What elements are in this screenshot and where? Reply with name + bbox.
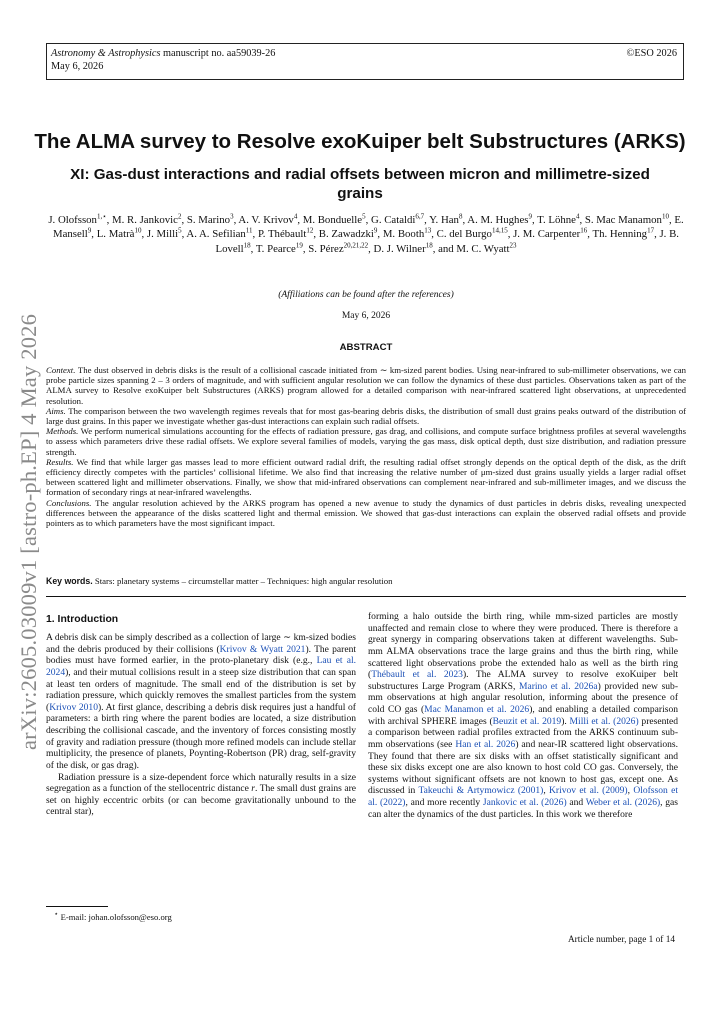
- author-name: S. Mac Manamon: [584, 214, 662, 226]
- footnote-divider: [46, 906, 108, 907]
- citation-link[interactable]: Krivov 2010: [49, 701, 98, 713]
- author-name: M. C. Wyatt: [456, 242, 510, 255]
- journal-name: Astronomy & Astrophysics: [51, 48, 161, 59]
- abstract-heading: ABSTRACT: [339, 342, 393, 353]
- author-affiliation-mark: 20,21,22: [343, 241, 369, 249]
- abstract-results: Results. We find that while larger gas masses lead to more efficient outward radial drift, the resulting radial offset strongly depends on the optical depth of the disk, as the drift efficiency directly competes with the particles’ collisional lifetime. We also find that increasing the relative number of μm-sized dust grains usually yields a larger radial offset between scattered light and millimeter observations. Finally, we show that mid-infrared observations can complement near-infrared and sub-millimeter images, and we discuss the formation of secondary rings at near-infrared wavelengths.: [46, 456, 686, 498]
- paper-date: May 6, 2026: [341, 311, 391, 321]
- author-affiliation-mark: 1,⋆: [96, 212, 107, 221]
- author-name: M. R. Jankovic: [112, 214, 178, 226]
- author-affiliation-mark: 19: [295, 241, 303, 249]
- author-name: J. B. Lovell: [215, 228, 679, 255]
- author-name: M. Booth: [382, 228, 425, 241]
- author-affiliation-mark: 4: [575, 212, 580, 221]
- footnote-email: E-mail: johan.olofsson@eso.org: [60, 911, 172, 922]
- author-name: A. V. Krivov: [238, 214, 294, 226]
- author-affiliation-mark: 23: [509, 241, 517, 249]
- author-name: C. del Burgo: [436, 228, 492, 241]
- author-affiliation-mark: 18: [425, 241, 433, 249]
- author-name: L. Matrà: [96, 228, 135, 241]
- citation-link[interactable]: Krivov & Wyatt 2021: [219, 643, 306, 655]
- citation-link[interactable]: Mac Manamon et al. 2026: [424, 704, 530, 715]
- citation-link[interactable]: Lau et al. 2024: [46, 655, 356, 678]
- author-name: A. M. Hughes: [467, 214, 529, 226]
- citation-link[interactable]: Thébault et al. 2023: [371, 669, 463, 681]
- section-heading-introduction: 1. Introduction: [46, 614, 119, 625]
- citation-link[interactable]: Han et al. 2026: [455, 738, 516, 750]
- author-affiliation-mark: 14,15: [491, 226, 508, 235]
- citation-link[interactable]: Olofsson et al. (2022): [368, 785, 678, 808]
- intro-paragraph-1: A debris disk can be simply described as a collection of large ∼ km-sized bodies and the debris produced by their collisions (Krivov & Wyatt 2021). The parent bodies must have formed earlier, in the proto-planetary disk (e.g., Lau et al. 2024), and their mutual collisions result in a steep size distribution that can span at least ten orders of magnitude. The small end of the distribution is set by radiation pressure, which quickly removes the smallest particles from the system (Krivov 2010). At first glance, describing a debris disk requires just a handful of parameters: a birth ring where the parent bodies are located, a size distribution describing the collisional cascade, and the inventory of forces consisting mostly of gravity and radiation pressure (though more refined models can include stellar multiplicity, the presence of planets, Poynting-Robertson (PR) drag, self-gravity of the disk, or gas drag).: [46, 632, 356, 771]
- author-name: J. Olofsson: [48, 214, 97, 226]
- arxiv-stamp: [16, 290, 46, 750]
- intro-paragraph-2: Radiation pressure is a size-dependent force which naturally results in a size segregation as a function of the stellocentric distance r. The small dust grains are set on highly eccentric orbits (or can become gravitationally unbound to the central star),: [46, 771, 356, 818]
- citation-link[interactable]: Beuzit et al. 2019: [492, 715, 562, 727]
- author-affiliation-mark: 8: [458, 212, 463, 221]
- author-affiliation-mark: 6,7: [415, 212, 425, 221]
- arxiv-identifier: arXiv:2605.03009v1 [astro-ph.EP] 4 May 2026: [16, 313, 41, 750]
- author-affiliation-mark: 18: [243, 241, 251, 249]
- intro-paragraph-3: forming a halo outside the birth ring, while mm-sized particles are mostly unaffected and remain close to where they were produced. There is therefore a great synergy in comparing observations taken at different wavelengths. Sub-mm ALMA observations trace the large grains and thus the birth ring, while scattered light observations probe the extended halo as well as the birth ring (Thébault et al. 2023). The ALMA survey to resolve exoKuiper belt substructures Large Program (ARKS, Marino et al. 2026a) provided new sub-mm observations at high angular resolution, informing about the presence of cold CO gas (Mac Manamon et al. 2026), and enabling a detailed comparison with archival SPHERE images (Beuzit et al. 2019). Milli et al. (2026) presented a comparison between radial profiles extracted from the ARKS continuum sub-mm observations (see Han et al. 2026) and near-IR scattered light observations. They found that there are six disks with an offset statistically significant and these six disks except one are also known to host cold CO gas. Conversely, the systems without significant offsets are not known to host gas, except one. As discussed in Takeuchi & Artymowicz (2001), Krivov et al. (2009), Olofsson et al. (2022), and more recently Jankovic et al. (2026) and Weber et al. (2026), gas can alter the dynamics of the dust particles. In this work we therefore: [368, 611, 679, 820]
- citation-link[interactable]: Marino et al. 2026a: [519, 680, 598, 692]
- author-affiliation-mark: 9: [528, 212, 532, 221]
- author-name: D. J. Wilner: [373, 242, 426, 255]
- author-name: A. A. Sefilian: [186, 228, 246, 241]
- author-affiliation-mark: 16: [580, 226, 588, 235]
- author-affiliation-mark: 10: [134, 226, 142, 235]
- citation-link[interactable]: Krivov et al. (2009): [549, 785, 628, 797]
- citation-link[interactable]: Takeuchi & Artymowicz (2001): [418, 785, 544, 797]
- abstract: [46, 365, 686, 528]
- author-affiliation-mark: 17: [647, 226, 655, 235]
- citation-link[interactable]: Weber et al. (2026): [585, 797, 661, 808]
- author-name: J. Milli: [146, 228, 179, 241]
- author-affiliation-mark: 12: [306, 226, 314, 235]
- header-date: May 6, 2026: [51, 61, 104, 72]
- abstract-conclusions: Conclusions. The angular resolution achieved by the ARKS program has opened a new avenue to study the dynamics of dust particles in debris disks, revealing unexpected differences between the appearance of the disks scattered light and thermal emission. We showed that gas-dust interactions can explain the observed radial offsets and provide pointers as to which parameters have the most significant impact.: [46, 497, 686, 529]
- abstract-methods: Methods. We perform numerical simulations accounting for the effects of radiation pressure, gas drag, and collisions, and compute surface brightness profiles at several wavelengths to assess which parameters drive these radial offsets. We explore several families of models, varying the gas mass, disk optical depth, dust size distribution, and radiation pressure strength.: [46, 426, 687, 457]
- manuscript-number: manuscript no. aa59039-26: [163, 48, 276, 59]
- author-name: S. Pérez: [308, 242, 344, 255]
- author-name: S. Marino: [186, 214, 231, 226]
- abstract-divider: [46, 596, 686, 597]
- left-column: [46, 632, 356, 818]
- author-affiliation-mark: 2: [177, 212, 182, 221]
- abstract-aims: Aims. The comparison between the two wavelength regimes reveals that for most gas-bearing debris disks, the distribution of small dust grains peaks outward of the distribution of large dust grains. In this paper we investigate whether gas-dust interactions can explain such radial offsets.: [46, 405, 686, 427]
- keywords: Key words. Stars: planetary systems – circumstellar matter – Techniques: high angular resolution: [46, 576, 393, 586]
- author-affiliation-mark: 9: [373, 226, 378, 235]
- author-name: Th. Henning: [592, 228, 648, 241]
- author-affiliation-mark: 13: [424, 226, 432, 235]
- abstract-context: Context. The dust observed in debris disks is the result of a collisional cascade initiated from ∼ km-sized parent bodies. Using near-infrared to sub-millimeter observations, we can probe particle sizes spanning 2 – 3 orders of magnitude, and with sufficient angular resolution we can follow the dynamics of these dust particles. Observations taken as part of the ALMA survey to Resolve exoKuiper belt Substructures (ARKS) program allowed for a detailed comparison with near-infrared scattered light observations, at unprecedented resolution.: [46, 365, 687, 406]
- author-name: J. M. Carpenter: [513, 228, 581, 241]
- author-name: T. Pearce: [255, 242, 296, 255]
- author-affiliation-mark: 3: [230, 212, 234, 221]
- right-column: [368, 611, 678, 820]
- paper-subtitle: XI: Gas-dust interactions and radial offsets between micron and millimetre-sized grains: [70, 166, 650, 202]
- footnote: ⋆ E-mail: johan.olofsson@eso.org: [54, 910, 172, 922]
- author-name: T. Löhne: [537, 214, 576, 226]
- author-affiliation-mark: 11: [245, 226, 253, 235]
- journal-header: [46, 43, 684, 80]
- page-footer: Article number, page 1 of 14: [567, 935, 675, 945]
- author-name: E. Mansell: [53, 214, 684, 241]
- author-name: Y. Han: [429, 214, 459, 226]
- author-name: P. Thébault: [257, 228, 307, 241]
- math-variable: r: [251, 783, 256, 795]
- author-affiliation-mark: 5: [362, 212, 366, 221]
- author-list: J. Olofsson$^{1,⋆}$, M. R. Jankovic$^2$, S. Marino$^3$, A. V. Krivov$^4$, M. Bonduelle$^5$, G. Cataldi$^{6,7}$, Y. Han$^8$, A. M. Hughes$^9$, T. Löhne$^4$, S. Mac Manamon$^{10}$, E. Mansell$^9$, L. Matrà$^{10}$, J. Milli$^5$, A. A. Sefilian$^{11}$, P. Thébault$^{12}$, B. Zawadzki$^9$, M. Booth$^{13}$, C. del Burgo$^{14,15}$, J. M. Carpenter$^{16}$, Th. Henning$^{17}$, J. B. Lovell$^{18}$, T. Pearce$^{19}$, S. Pérez$^{20,21,22}$, D. J. Wilner$^{18}$, and M. C. Wyatt$^{23}$: [48, 212, 684, 255]
- citation-link[interactable]: Milli et al. (2026): [569, 715, 639, 727]
- copyright: ©ESO 2026: [626, 48, 677, 59]
- author-name: M. Bonduelle: [302, 214, 363, 226]
- author-affiliation-mark: 10: [661, 212, 669, 221]
- affiliations-note: (Affiliations can be found after the references): [278, 290, 454, 300]
- author-affiliation-mark: 5: [178, 226, 182, 235]
- citation-link[interactable]: Jankovic et al. (2026): [482, 797, 567, 808]
- author-affiliation-mark: 4: [293, 212, 298, 221]
- author-name: B. Zawadzki: [318, 228, 374, 241]
- paper-title: The ALMA survey to Resolve exoKuiper belt Substructures (ARKS): [34, 130, 686, 153]
- author-name: G. Cataldi: [371, 214, 416, 226]
- author-affiliation-mark: 9: [87, 226, 92, 235]
